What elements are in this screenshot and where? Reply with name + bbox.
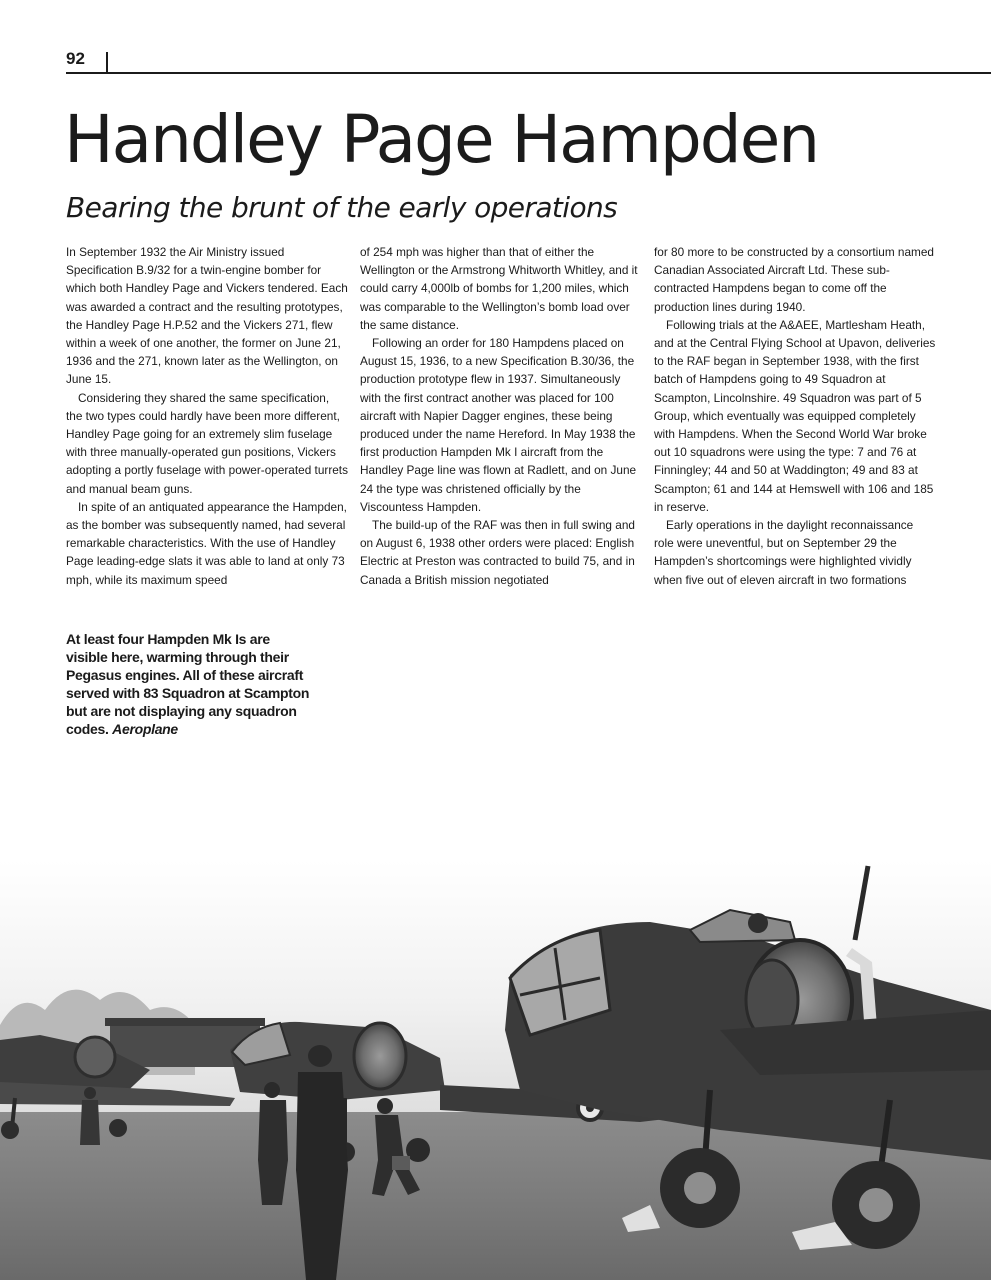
article-subtitle: Bearing the brunt of the early operations	[66, 191, 618, 224]
aircraft-far-left-engine	[75, 1037, 115, 1077]
hangar-roof	[105, 1018, 265, 1026]
paragraph: In spite of an antiquated appearance the Hampden, as the bomber was subsequently named, had several remarkable characteristics. With the use of Handley Page leading-edge slats it was able to land at only 73 mph, while its maximum speed	[66, 499, 347, 587]
photo-credit: Aeroplane	[112, 721, 178, 737]
paragraph: In September 1932 the Air Ministry issued Specification B.9/32 for a twin-engine bomber for which both Handley Page and Vickers tendered. Each was awarded a contract and the resulting prototypes, the Handley Page H.P.52 and the Vickers 271, flew within a week of one another, the former on June 21, 1936 and the 271, known later as the Wellington, on June 15.	[66, 245, 348, 387]
main-wheel-right-hub	[859, 1188, 893, 1222]
article-title: Handley Page Hampden	[64, 101, 819, 178]
page-number-divider	[106, 52, 108, 73]
body-column-2	[360, 243, 642, 589]
aircraft-second-engine	[354, 1023, 406, 1089]
photo-caption	[66, 630, 314, 738]
body-column-1	[66, 243, 348, 589]
hampden-photo	[0, 860, 991, 1280]
page-number: 92	[66, 49, 85, 68]
paragraph: Following trials at the A&AEE, Martlesham Heath, and at the Central Flying School at Upavon, deliveries to the RAF began in September 1938, with the first batch of Hampdens going to 49 Squadron at Scampton, Lincolnshire. 49 Squadron was part of 5 Group, which eventually was equipped completely with Hampdens. When the Second World War broke out 10 squadrons were using the type: 7 and 76 at Finningley; 44 and 50 at Waddington; 49 and 83 at Scampton; 61 and 144 at Hemswell with 106 and 185 in reserve.	[654, 317, 936, 514]
aircraft-far-left-wheel-2	[109, 1119, 127, 1137]
paragraph: Early operations in the daylight reconnaissance role were uneventful, but on September 29 the Hampden’s shortcomings were highlighted vividly when five out of eleven aircraft in two formations	[654, 518, 914, 587]
pilot-head	[748, 913, 768, 933]
page-header	[0, 0, 991, 80]
aircraft-far-left-wheel	[1, 1121, 19, 1139]
paragraph: of 254 mph was higher than that of either the Wellington or the Armstrong Whitworth Whitley, and it could carry 4,000lb of bombs for 1,200 miles, which was comparable to the Wellington’s bomb load over the same distance.	[360, 245, 638, 332]
caption-text: At least four Hampden Mk Is are visible here, warming through their Pegasus engines. All of these aircraft served with 83 Squadron at Scampton but are not displaying any squadron codes.	[66, 631, 310, 737]
main-wheel-left-hub	[684, 1172, 716, 1204]
header-rule	[66, 72, 991, 74]
body-column-3	[654, 243, 936, 589]
ground-crew-figure	[258, 1082, 288, 1205]
paragraph: Considering they shared the same specification, the two types could hardly have been more different, Handley Page going for an extremely slim fuselage with three manually-operated gun positions, Vickers adopting a portly fuselage with power-operated turrets and manual beam guns.	[66, 390, 348, 496]
paragraph: for 80 more to be constructed by a consortium named Canadian Associated Aircraft Ltd. These sub-contracted Hampdens began to come off the production lines during 1940.	[654, 245, 934, 314]
paragraph: The build-up of the RAF was then in full swing and on August 6, 1938 other orders were placed: English Electric at Preston was contracted to build 75, and in Canada a British mission negotiated	[360, 518, 635, 587]
paragraph: Following an order for 180 Hampdens placed on August 15, 1936, to a new Specification B.30/36, the production prototype flew in 1937. Simultaneously with the first contract another was placed for 100 aircraft with Napier Dagger engines, these being produced under the name Hereford. In May 1938 the first production Hampden Mk I aircraft from the Handley Page line was flown at Radlett, and on June 24 the type was christened officially by the Viscountess Hampden.	[360, 336, 637, 514]
